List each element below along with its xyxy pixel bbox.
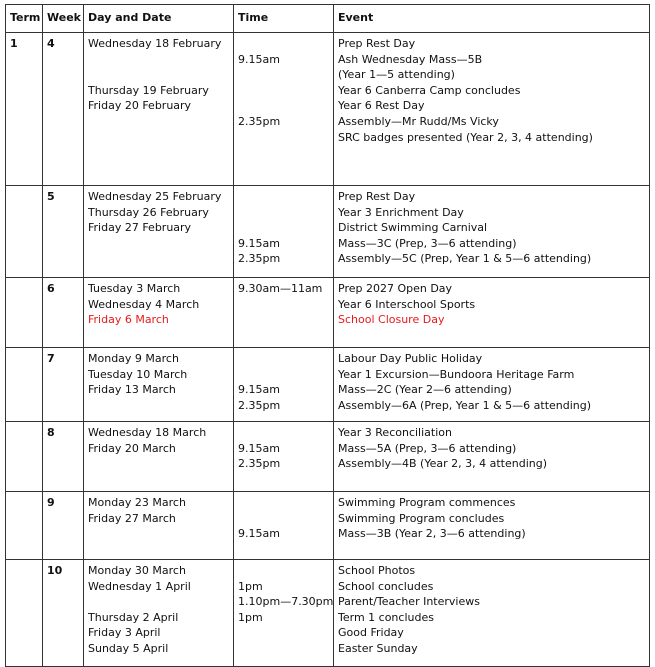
- event-line: Prep Rest Day: [338, 37, 416, 50]
- time-line: [238, 67, 329, 83]
- day-date-line: Tuesday 10 March: [88, 367, 188, 381]
- day-date-cell: [84, 422, 234, 492]
- time-cell: [234, 278, 334, 348]
- time-line: [238, 495, 329, 511]
- time-line: 1pm: [238, 610, 263, 624]
- event-line: Parent/Teacher Interviews: [338, 595, 480, 609]
- time-line: 2.35pm: [238, 457, 281, 471]
- event-line: Good Friday: [338, 626, 404, 640]
- header-time: Time: [234, 5, 334, 33]
- time-line: [238, 511, 329, 527]
- day-date-line: Friday 20 March: [88, 441, 176, 455]
- event-line: District Swimming Carnival: [338, 221, 488, 235]
- week-cell: 5: [43, 186, 84, 278]
- time-line: 1pm: [238, 579, 263, 593]
- event-line: Assembly—Mr Rudd/Ms Vicky: [338, 114, 499, 128]
- event-line: Assembly—5C (Prep, Year 1 & 5—6 attending): [338, 252, 592, 266]
- day-date-cell: [84, 186, 234, 278]
- day-date-line: Thursday 26 February: [88, 205, 209, 219]
- event-line: Ash Wednesday Mass—5B: [338, 52, 483, 66]
- day-date-line: Friday 13 March: [88, 383, 176, 397]
- event-cell: [334, 186, 650, 278]
- day-date-line: [88, 67, 229, 83]
- day-date-line: Thursday 2 April: [88, 610, 179, 624]
- table-row: [6, 348, 650, 422]
- day-date-line: Friday 27 February: [88, 221, 192, 235]
- time-line: [238, 83, 329, 99]
- day-date-line: Friday 6 March: [88, 313, 169, 327]
- event-line: Assembly—6A (Prep, Year 1 & 5—6 attending): [338, 398, 592, 412]
- time-line: [238, 425, 329, 441]
- table-body: [6, 33, 650, 667]
- event-line: (Year 1—5 attending): [338, 68, 455, 82]
- time-cell: [234, 492, 334, 560]
- day-date-line: Sunday 5 April: [88, 641, 169, 655]
- day-date-line: Wednesday 1 April: [88, 579, 191, 593]
- day-date-line: [88, 594, 229, 610]
- day-date-line: Tuesday 3 March: [88, 282, 181, 295]
- week-cell: 9: [43, 492, 84, 560]
- event-cell: [334, 348, 650, 422]
- day-date-cell: [84, 560, 234, 667]
- time-line: 9.15am: [238, 527, 280, 541]
- event-line: Prep 2027 Open Day: [338, 282, 453, 295]
- event-cell: [334, 278, 650, 348]
- event-line: Mass—3B (Year 2, 3—6 attending): [338, 527, 526, 541]
- event-line: Prep Rest Day: [338, 190, 416, 203]
- event-line: Mass—2C (Year 2—6 attending): [338, 383, 512, 397]
- day-date-cell: [84, 348, 234, 422]
- day-date-line: Thursday 19 February: [88, 83, 209, 97]
- time-line: 1.10pm—7.30pm: [238, 595, 334, 609]
- day-date-line: Wednesday 18 February: [88, 37, 222, 50]
- time-line: 9.15am: [238, 383, 280, 397]
- time-line: [238, 98, 329, 114]
- time-line: [238, 351, 329, 367]
- event-cell: [334, 560, 650, 667]
- table-row: [6, 186, 650, 278]
- week-cell: 4: [43, 33, 84, 186]
- day-date-line: Monday 30 March: [88, 564, 186, 577]
- day-date-line: Friday 20 February: [88, 99, 192, 113]
- event-line: Swimming Program commences: [338, 496, 516, 509]
- table-row: [6, 33, 650, 186]
- header-day-date: Day and Date: [84, 5, 234, 33]
- header-row: [6, 5, 650, 33]
- time-line: [238, 220, 329, 236]
- event-cell: [334, 422, 650, 492]
- event-line: Year 1 Excursion—Bundoora Heritage Farm: [338, 367, 575, 381]
- time-cell: [234, 348, 334, 422]
- time-line: [238, 563, 329, 579]
- time-cell: [234, 422, 334, 492]
- time-line: 2.35pm: [238, 398, 281, 412]
- day-date-line: Wednesday 18 March: [88, 426, 207, 439]
- event-cell: [334, 33, 650, 186]
- header-term: Term: [6, 5, 43, 33]
- event-line: Term 1 concludes: [338, 610, 434, 624]
- term-cell: [6, 422, 43, 492]
- week-cell: 7: [43, 348, 84, 422]
- day-date-line: Friday 27 March: [88, 511, 176, 525]
- event-line: Year 3 Enrichment Day: [338, 205, 464, 219]
- event-line: Year 6 Interschool Sports: [338, 297, 476, 311]
- event-line: Mass—3C (Prep, 3—6 attending): [338, 236, 517, 250]
- time-line: [238, 367, 329, 383]
- day-date-cell: [84, 492, 234, 560]
- time-cell: [234, 186, 334, 278]
- header-event: Event: [334, 5, 650, 33]
- term-cell: [6, 348, 43, 422]
- header-week: Week: [43, 5, 84, 33]
- event-line: Assembly—4B (Year 2, 3, 4 attending): [338, 457, 548, 471]
- time-line: 9.15am: [238, 52, 280, 66]
- week-cell: 6: [43, 278, 84, 348]
- day-date-line: Monday 23 March: [88, 496, 186, 509]
- event-line: Swimming Program concludes: [338, 511, 505, 525]
- term-cell: [6, 492, 43, 560]
- week-cell: 10: [43, 560, 84, 667]
- table-row: [6, 278, 650, 348]
- event-line: Easter Sunday: [338, 641, 418, 655]
- day-date-line: Wednesday 25 February: [88, 190, 222, 203]
- time-line: [238, 189, 329, 205]
- event-line: School Closure Day: [338, 313, 445, 327]
- event-line: SRC badges presented (Year 2, 3, 4 attending): [338, 130, 593, 144]
- event-cell: [334, 492, 650, 560]
- event-line: Labour Day Public Holiday: [338, 352, 483, 365]
- day-date-cell: [84, 278, 234, 348]
- table-row: [6, 492, 650, 560]
- time-line: 9.30am—11am: [238, 282, 323, 295]
- day-date-line: Friday 3 April: [88, 626, 161, 640]
- time-line: 9.15am: [238, 441, 280, 455]
- week-cell: 8: [43, 422, 84, 492]
- time-line: 9.15am: [238, 236, 280, 250]
- term-cell: [6, 186, 43, 278]
- time-line: 2.35pm: [238, 252, 281, 266]
- time-cell: [234, 560, 334, 667]
- term-calendar-table: [5, 4, 650, 667]
- day-date-line: Wednesday 4 March: [88, 297, 200, 311]
- table-row: [6, 560, 650, 667]
- term-cell: 1: [6, 33, 43, 186]
- time-line: 2.35pm: [238, 114, 281, 128]
- event-line: Mass—5A (Prep, 3—6 attending): [338, 441, 517, 455]
- term-cell: [6, 278, 43, 348]
- day-date-line: Monday 9 March: [88, 352, 179, 365]
- time-line: [238, 205, 329, 221]
- event-line: Year 3 Reconciliation: [338, 426, 452, 439]
- table-row: [6, 422, 650, 492]
- time-line: [238, 36, 329, 52]
- event-line: Year 6 Canberra Camp concludes: [338, 83, 521, 97]
- term-cell: [6, 560, 43, 667]
- time-cell: [234, 33, 334, 186]
- day-date-line: [88, 52, 229, 68]
- day-date-cell: [84, 33, 234, 186]
- event-line: School Photos: [338, 564, 416, 577]
- event-line: Year 6 Rest Day: [338, 99, 425, 113]
- event-line: School concludes: [338, 579, 434, 593]
